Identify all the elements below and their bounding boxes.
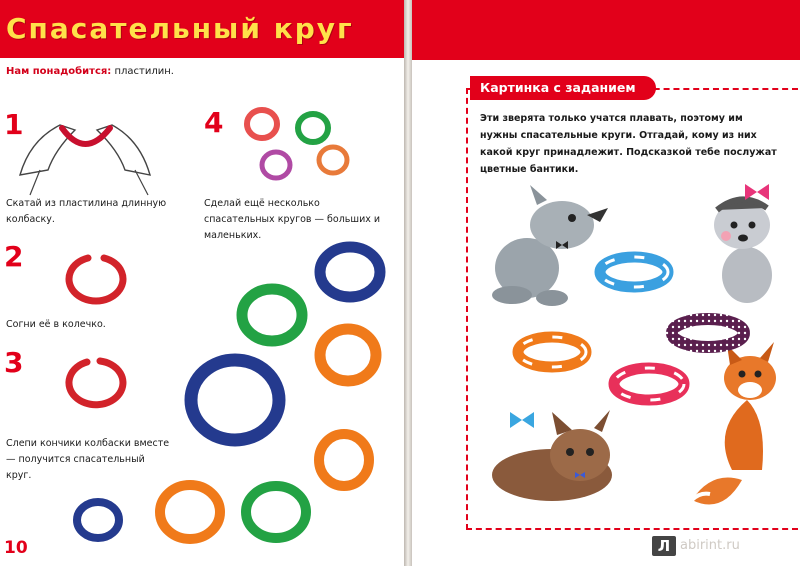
task-text: Эти зверята только учатся плавать, поэтому им нужны спасательные круги. Отгадай, кому из них какой круг принадлежит. Подсказкой тебе послужат цветные бантики.	[480, 113, 777, 175]
fox-illustration	[692, 342, 776, 505]
step-2-number: 2	[4, 240, 24, 273]
page-number: 10	[4, 538, 28, 558]
step-3-text: Слепи кончики колбаски вместе — получится спасательный круг.	[6, 438, 170, 481]
right-page	[412, 0, 800, 566]
watermark-logo: Л	[652, 536, 676, 556]
small-rings-illustration	[247, 110, 347, 178]
step-1-text: Скатай из пластилина длинную колбаску.	[6, 198, 167, 225]
kitten-illustration	[492, 410, 612, 501]
open-ring-illustration	[69, 258, 123, 301]
swim-ring-dotted	[672, 319, 744, 347]
step-2-text: Согни её в колечко.	[6, 319, 106, 330]
step-4-text: Сделай ещё несколько спасательных кругов — больших и маленьких.	[204, 198, 381, 241]
step-1-number: 1	[4, 108, 24, 141]
materials-label: Нам понадобится:	[6, 66, 112, 77]
step-4-number: 4	[204, 106, 224, 139]
closed-ring-illustration	[69, 361, 123, 405]
step-3-number: 3	[4, 346, 24, 379]
page-title: Спасательный круг	[6, 12, 354, 45]
watermark-text: abirint.ru	[680, 538, 740, 553]
task-title: Картинка с заданием	[480, 80, 636, 95]
puppy-illustration	[714, 184, 772, 303]
materials-value: пластилин.	[114, 66, 174, 77]
book-gutter	[404, 0, 412, 566]
wolf-illustration	[492, 185, 608, 306]
right-illustrations	[412, 0, 800, 566]
hands-rolling-illustration	[20, 125, 150, 195]
